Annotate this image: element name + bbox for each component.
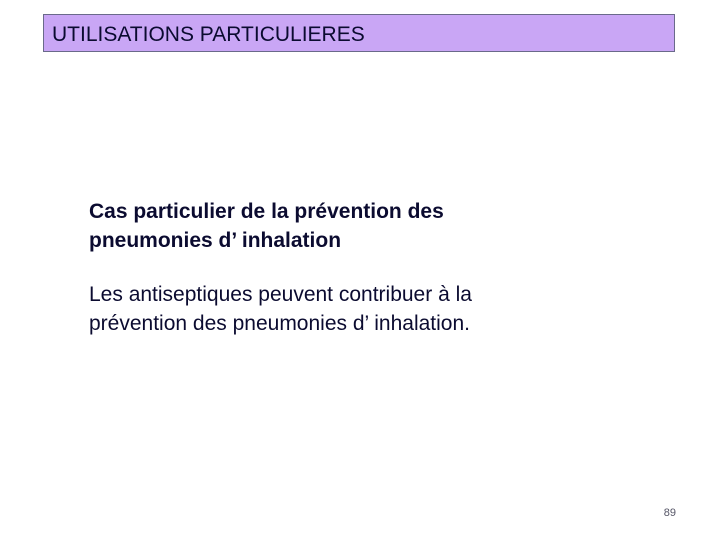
body-line-1: Les antiseptiques peuvent contribuer à la bbox=[89, 283, 472, 306]
slide-content bbox=[89, 197, 649, 338]
body-paragraph bbox=[89, 280, 649, 338]
slide-title: UTILISATIONS PARTICULIERES bbox=[52, 23, 365, 46]
subheading-line-2: pneumonies d’ inhalation bbox=[89, 229, 342, 252]
title-bar bbox=[43, 14, 675, 52]
subheading-line-1: Cas particulier de la prévention des bbox=[89, 200, 444, 223]
page-number: 89 bbox=[663, 507, 676, 519]
body-line-2: prévention des pneumonies d’ inhalation. bbox=[89, 312, 470, 335]
subheading bbox=[89, 197, 649, 255]
